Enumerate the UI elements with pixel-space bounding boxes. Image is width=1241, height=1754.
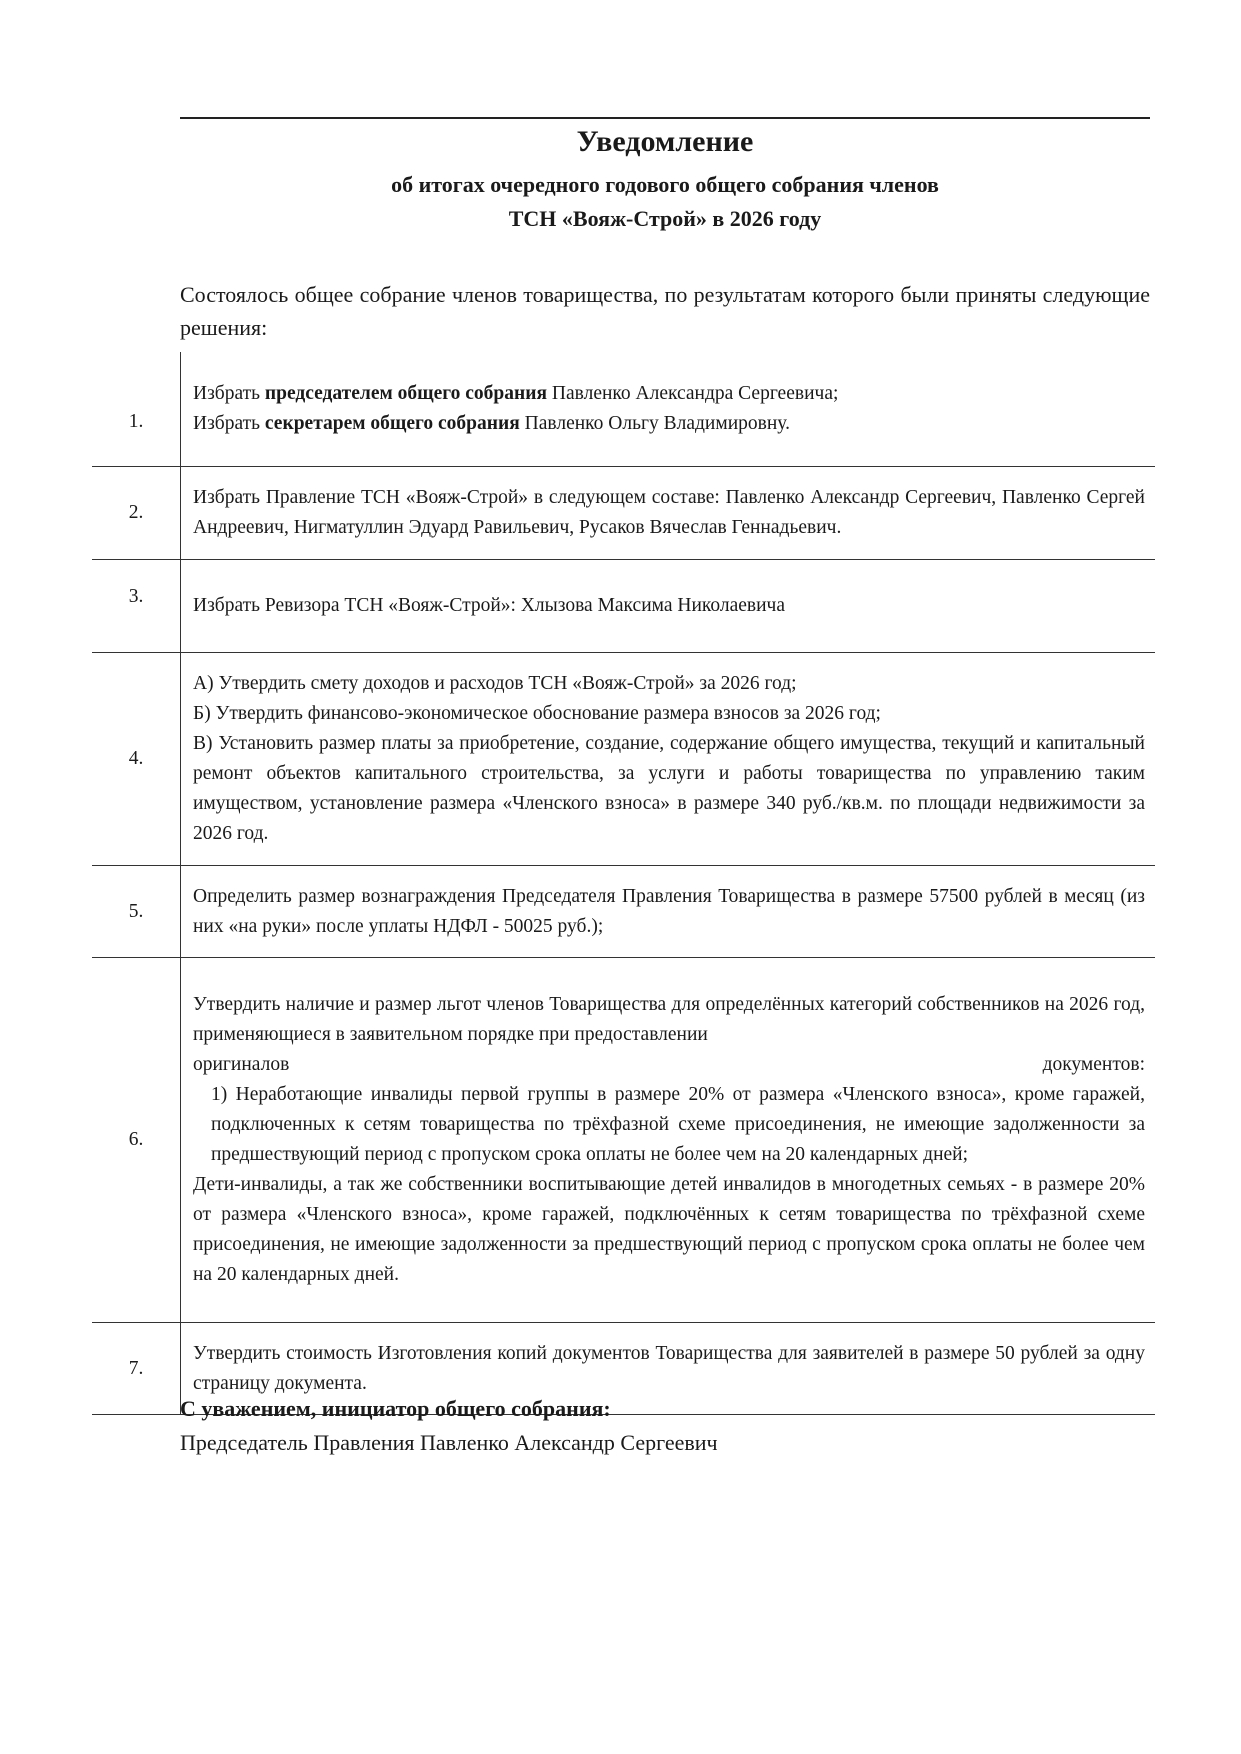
decision-text: Избрать Ревизора ТСН «Вояж-Строй»: Хлызова Максима Николаевича (181, 560, 1156, 653)
decision-text-fragment: Павленко Александра Сергеевича; (547, 383, 839, 404)
document-title: Уведомление (576, 125, 754, 158)
decision-text-bold: секретарем общего собрания (264, 413, 520, 434)
closing-signature: Председатель Правления Павленко Александр Сергеевич (180, 1430, 718, 1455)
header-rule (180, 117, 1150, 119)
subtitle-line-1: об итогах очередного годового общего собрания членов (391, 172, 939, 197)
decision-number: 2. (92, 467, 181, 560)
decision-4-item-b: Б) Утвердить финансово-экономическое обоснование размера взносов за 2026 год; (193, 703, 881, 724)
decision-4-item-c: В) Установить размер платы за приобретение, создание, содержание общего имущества, текущий и капитальный ремонт объектов капитального строительства, за услуги и работы товарищества по управлению таким имуществом, установление размера «Членского взноса» в размере 340 руб./кв.м. по площади недвижимости за 2026 год. (193, 733, 1145, 844)
decision-6-paragraph-1-end (193, 1050, 1145, 1080)
decision-text-bold: председателем общего собрания (264, 383, 548, 404)
decision-text-fragment: Павленко Ольгу Владимировну. (519, 413, 790, 434)
decision-text: Избрать Правление ТСН «Вояж-Строй» в следующем составе: Павленко Александр Сергеевич, Павленко Сергей Андреевич, Нигматуллин Эдуард Равильевич, Русаков Вячеслав Геннадьевич. (181, 467, 1156, 560)
decision-text-fragment: документов: (1042, 1054, 1145, 1075)
intro-paragraph: Состоялось общее собрание членов товарищества, по результатам которого были приняты следующие решения: (180, 282, 1150, 340)
decision-6-benefit-1: 1) Неработающие инвалиды первой группы в размере 20% от размера «Членского взноса», кроме гаражей, подключенных к сетям товарищества по трёхфазной схеме присоединения, не имеющие задолженности за предшествующий период с пропуском срока оплаты не более чем на 20 календарных дней; (211, 1084, 1145, 1165)
decision-1-line-2 (193, 409, 1145, 439)
decision-6-paragraph-1: Утвердить наличие и размер льгот членов Товарищества для определённых категорий собственников на 2026 год, применяющиеся в заявительном порядке при предоставлении (193, 994, 1145, 1045)
decision-text (181, 352, 1156, 467)
decision-number: 1. (92, 352, 181, 467)
closing-greeting: С уважением, инициатор общего собрания: (180, 1396, 611, 1421)
document-subtitle (180, 168, 1150, 236)
decision-number: 3. (92, 560, 181, 653)
decision-row (92, 560, 1155, 653)
decisions-table (92, 352, 1155, 1415)
decision-row (92, 467, 1155, 560)
decision-number: 6. (92, 958, 181, 1323)
closing-block (180, 1392, 1150, 1460)
decision-6-benefit-2: Дети-инвалиды, а так же собственники воспитывающие детей инвалидов в многодетных семьях - в размере 20% от размера «Членского взноса», кроме гаражей, подключённых к сетям товарищества по трёхфазной схеме присоединения, не имеющие задолженности за предшествующий период с пропуском срока оплаты не более чем на 20 календарных дней. (193, 1174, 1145, 1285)
decision-1-line-1 (193, 379, 1145, 409)
decision-row (92, 958, 1155, 1323)
decision-text-fragment: Избрать (193, 383, 265, 404)
decision-text: Утвердить стоимость Изготовления копий документов Товарищества для заявителей в размере 50 рублей за одну страницу документа. (181, 1323, 1156, 1415)
decision-row (92, 653, 1155, 866)
decision-text (181, 653, 1156, 866)
decision-row (92, 866, 1155, 958)
decision-text-fragment: Избрать (193, 413, 265, 434)
subtitle-line-2: ТСН «Вояж-Строй» в 2026 году (508, 206, 822, 231)
decision-text: Определить размер вознаграждения Председателя Правления Товарищества в размере 57500 рублей в месяц (из них «на руки» после уплаты НДФЛ - 50025 руб.); (181, 866, 1156, 958)
decision-number: 5. (92, 866, 181, 958)
decision-text (181, 958, 1156, 1323)
decision-4-item-a: А) Утвердить смету доходов и расходов ТСН «Вояж-Строй» за 2026 год; (193, 673, 797, 694)
decision-number: 7. (92, 1323, 181, 1415)
decision-number: 4. (92, 653, 181, 866)
decision-row (92, 352, 1155, 467)
decision-text-fragment: оригиналов (193, 1054, 290, 1075)
